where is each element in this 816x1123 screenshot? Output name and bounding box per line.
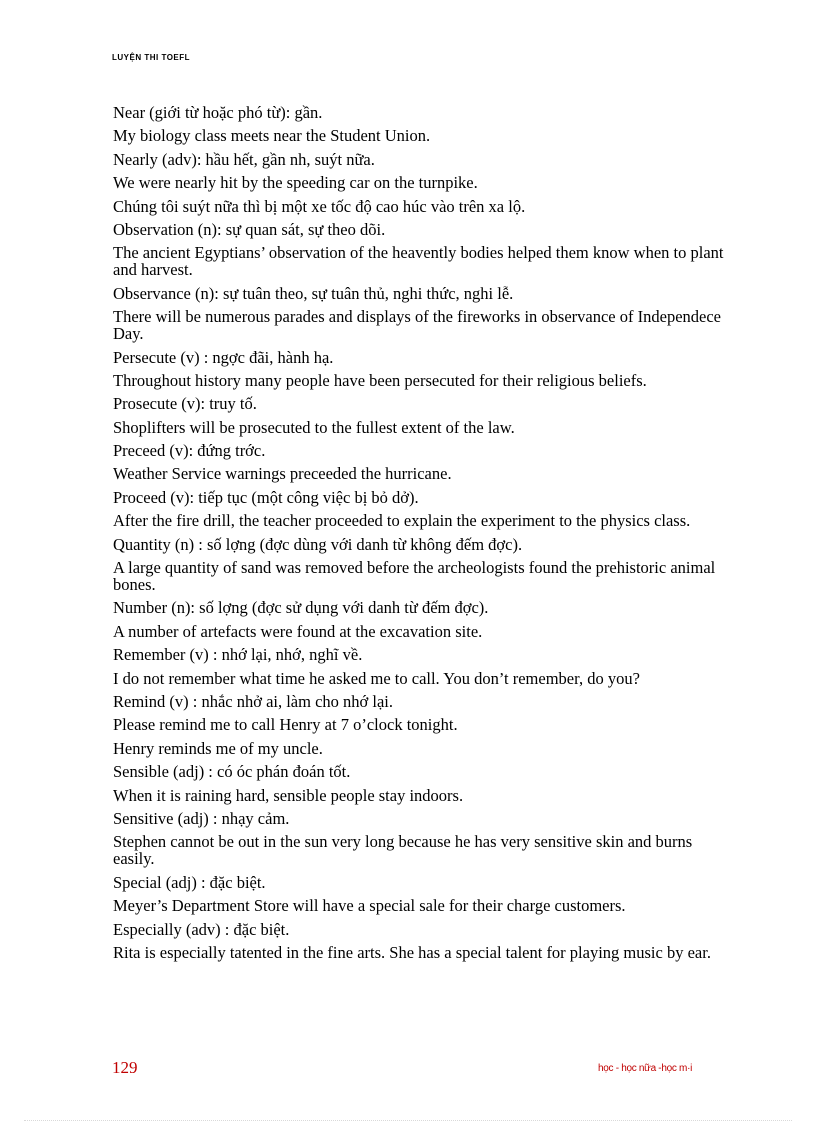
- text-line: Nearly (adv): hầu hết, gần nh, suýt nữa.: [113, 149, 375, 169]
- text-line: Shoplifters will be prosecuted to the fullest extent of the law.: [113, 417, 515, 437]
- text-line: Number (n): số lợng (đợc sử dụng với danh từ đếm đợc).: [113, 598, 489, 618]
- text-line: Prosecute (v): truy tố.: [113, 394, 257, 414]
- text-line: We were nearly hit by the speeding car on the turnpike.: [113, 173, 478, 193]
- text-line: Special (adj) : đặc biệt.: [113, 872, 266, 892]
- text-line: Please remind me to call Henry at 7 o’clock tonight.: [113, 715, 458, 735]
- text-line: Remember (v) : nhớ lại, nhớ, nghĩ về.: [113, 645, 363, 665]
- text-line: Proceed (v): tiếp tục (một công việc bị bỏ dở).: [113, 487, 419, 507]
- text-line: Near (giới từ hoặc phó từ): gần.: [113, 103, 323, 122]
- text-line: There will be numerous parades and displays of the fireworks in observance of Independece Day.: [113, 307, 721, 344]
- page-number: 129: [112, 1058, 138, 1077]
- text-line: Persecute (v) : ngợc đãi, hành hạ.: [113, 347, 334, 367]
- text-line: Observance (n): sự tuân theo, sự tuân thủ, nghi thức, nghi lễ.: [113, 283, 514, 303]
- text-line: Quantity (n) : số lợng (đợc dùng với danh từ không đếm đợc).: [113, 534, 523, 554]
- text-line: Preceed (v): đứng trớc.: [113, 441, 266, 461]
- text-line: A large quantity of sand was removed before the archeologists found the prehistoric animal bones.: [113, 558, 716, 595]
- page-bottom-divider: [24, 1120, 792, 1121]
- text-line: When it is raining hard, sensible people stay indoors.: [113, 785, 464, 805]
- text-line: A number of artefacts were found at the excavation site.: [113, 621, 483, 641]
- running-header: LUYỆN THI TOEFL: [112, 53, 191, 62]
- text-line: Stephen cannot be out in the sun very long because he has very sensitive skin and burns easily.: [113, 832, 693, 869]
- text-line: Rita is especially tatented in the fine arts. She has a special talent for playing music by ear.: [113, 942, 711, 962]
- text-line: The ancient Egyptians’ observation of the heavently bodies helped them know when to plant and harvest.: [113, 243, 724, 280]
- text-line: Sensible (adj) : có óc phán đoán tốt.: [113, 762, 351, 782]
- text-line: Weather Service warnings preceeded the hurricane.: [113, 464, 452, 484]
- text-line: Henry reminds me of my uncle.: [113, 738, 323, 758]
- footer-tagline: học - học nữa -học m·i: [598, 1063, 693, 1074]
- text-line: Observation (n): sự quan sát, sự theo dõi.: [113, 219, 386, 239]
- text-line: After the fire drill, the teacher proceeded to explain the experiment to the physics class.: [113, 511, 691, 531]
- text-line: My biology class meets near the Student Union.: [113, 126, 431, 146]
- text-line: Meyer’s Department Store will have a special sale for their charge customers.: [113, 896, 626, 916]
- text-line: Throughout history many people have been persecuted for their religious beliefs.: [113, 370, 647, 390]
- text-line: I do not remember what time he asked me to call. You don’t remember, do you?: [113, 668, 640, 688]
- text-line: Especially (adv) : đặc biệt.: [113, 919, 290, 939]
- text-line: Remind (v) : nhắc nhở ai, làm cho nhớ lại.: [113, 691, 394, 711]
- text-line: Sensitive (adj) : nhạy cảm.: [113, 808, 290, 828]
- page-body: [113, 104, 725, 967]
- text-line: Chúng tôi suýt nữa thì bị một xe tốc độ cao húc vào trên xa lộ.: [113, 196, 526, 216]
